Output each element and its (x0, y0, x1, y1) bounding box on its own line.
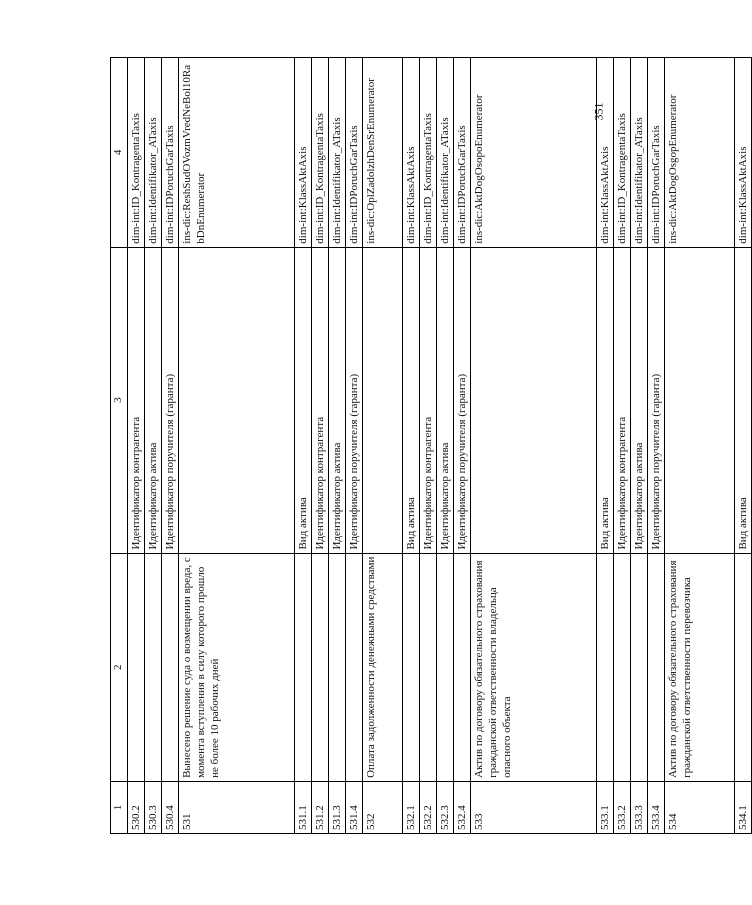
row-dimension-cell: dim-int:IDPoruchGarTaxis (454, 58, 471, 248)
row-description-cell (648, 553, 665, 781)
row-description-cell: Актив по договору обязательного страхования гражданской ответственности перевозчика (665, 553, 735, 781)
row-description-cell (312, 553, 329, 781)
row-description-cell (597, 553, 614, 781)
table-row (295, 58, 312, 834)
table-row (346, 58, 363, 834)
row-dimension-cell: dim-int:ID_KontragentaTaxis (312, 58, 329, 248)
data-table (110, 57, 752, 834)
row-description-cell (437, 553, 454, 781)
table-row (665, 58, 735, 834)
row-code-cell: 533.1 (597, 781, 614, 833)
row-description-cell (420, 553, 437, 781)
row-dimension-cell: ins-dic:ReshSudOVozmVredNeBol10RabDnEnumerator (179, 58, 295, 248)
row-code-cell: 534.1 (735, 781, 752, 833)
row-description-cell: Оплата задолженности денежными средствами (363, 553, 403, 781)
row-identifier-cell: Идентификатор актива (631, 247, 648, 553)
table-row (162, 58, 179, 834)
row-dimension-cell: dim-int:KlassAktAxis (295, 58, 312, 248)
row-code-cell: 531.3 (329, 781, 346, 833)
row-dimension-cell: dim-int:Identifikator_ATaxis (145, 58, 162, 248)
row-identifier-cell: Идентификатор контрагента (614, 247, 631, 553)
page-number: 351 (591, 102, 606, 121)
table-row (403, 58, 420, 834)
row-description-cell (454, 553, 471, 781)
row-identifier-cell: Идентификатор актива (329, 247, 346, 553)
row-identifier-cell (471, 247, 597, 553)
row-dimension-cell: dim-int:Identifikator_ATaxis (329, 58, 346, 248)
row-identifier-cell: Идентификатор поручителя (гаранта) (162, 247, 179, 553)
table-row (648, 58, 665, 834)
row-code-cell: 532.3 (437, 781, 454, 833)
row-description-cell: Актив по договору обязательного страхования гражданской ответственности владельца опасного объекта (471, 553, 597, 781)
table-row (437, 58, 454, 834)
column-header-2: 2 (111, 553, 128, 781)
row-code-cell: 530.4 (162, 781, 179, 833)
table-row (179, 58, 295, 834)
row-identifier-cell (179, 247, 295, 553)
row-identifier-cell (363, 247, 403, 553)
table-row (420, 58, 437, 834)
row-dimension-cell: dim-int:KlassAktAxis (597, 58, 614, 248)
row-identifier-cell: Идентификатор контрагента (420, 247, 437, 553)
row-code-cell: 531.1 (295, 781, 312, 833)
row-identifier-cell: Идентификатор поручителя (гаранта) (454, 247, 471, 553)
row-code-cell: 531.2 (312, 781, 329, 833)
row-description-cell (735, 553, 752, 781)
row-dimension-cell: dim-int:KlassAktAxis (735, 58, 752, 248)
row-identifier-cell: Идентификатор поручителя (гаранта) (648, 247, 665, 553)
row-identifier-cell: Идентификатор контрагента (128, 247, 145, 553)
row-description-cell (145, 553, 162, 781)
row-identifier-cell: Вид актива (735, 247, 752, 553)
row-identifier-cell: Идентификатор актива (437, 247, 454, 553)
row-dimension-cell: ins-dic:AktDogOsgopEnumerator (665, 58, 735, 248)
row-identifier-cell: Вид актива (295, 247, 312, 553)
column-header-3: 3 (111, 247, 128, 553)
row-description-cell (614, 553, 631, 781)
row-identifier-cell (665, 247, 735, 553)
row-dimension-cell: dim-int:Identifikator_ATaxis (631, 58, 648, 248)
table-row (312, 58, 329, 834)
table-row (454, 58, 471, 834)
row-code-cell: 532 (363, 781, 403, 833)
row-identifier-cell: Вид актива (597, 247, 614, 553)
column-header-1: 1 (111, 781, 128, 833)
row-identifier-cell: Вид актива (403, 247, 420, 553)
row-dimension-cell: dim-int:Identifikator_ATaxis (437, 58, 454, 248)
table-row (329, 58, 346, 834)
row-code-cell: 530.3 (145, 781, 162, 833)
row-description-cell (162, 553, 179, 781)
row-code-cell: 531.4 (346, 781, 363, 833)
row-code-cell: 532.1 (403, 781, 420, 833)
row-dimension-cell: dim-int:IDPoruchGarTaxis (162, 58, 179, 248)
table-row (735, 58, 752, 834)
row-dimension-cell: dim-int:ID_KontragentaTaxis (128, 58, 145, 248)
table-header-row (111, 58, 128, 834)
row-description-cell: Вынесено решение суда о возмещении вреда, с момента вступления в силу которого прошло не более 10 рабочих дней (179, 553, 295, 781)
row-dimension-cell: ins-dic:OplZadolzhDenSrEnumerator (363, 58, 403, 248)
row-dimension-cell: dim-int:ID_KontragentaTaxis (420, 58, 437, 248)
row-identifier-cell: Идентификатор поручителя (гаранта) (346, 247, 363, 553)
row-dimension-cell: dim-int:IDPoruchGarTaxis (346, 58, 363, 248)
row-code-cell: 534 (665, 781, 735, 833)
row-code-cell: 531 (179, 781, 295, 833)
column-header-4: 4 (111, 58, 128, 248)
table-row (471, 58, 597, 834)
table-row (363, 58, 403, 834)
table-row (597, 58, 614, 834)
row-identifier-cell: Идентификатор контрагента (312, 247, 329, 553)
table-row (145, 58, 162, 834)
row-dimension-cell: dim-int:IDPoruchGarTaxis (648, 58, 665, 248)
row-description-cell (329, 553, 346, 781)
row-identifier-cell: Идентификатор актива (145, 247, 162, 553)
table-row (631, 58, 648, 834)
table-row (128, 58, 145, 834)
row-dimension-cell: ins-dic:AktDogOsopoEnumerator (471, 58, 597, 248)
row-description-cell (403, 553, 420, 781)
row-code-cell: 533 (471, 781, 597, 833)
row-code-cell: 532.4 (454, 781, 471, 833)
row-description-cell (631, 553, 648, 781)
row-dimension-cell: dim-int:ID_KontragentaTaxis (614, 58, 631, 248)
table-row (614, 58, 631, 834)
row-dimension-cell: dim-int:KlassAktAxis (403, 58, 420, 248)
row-code-cell: 530.2 (128, 781, 145, 833)
row-code-cell: 533.4 (648, 781, 665, 833)
row-code-cell: 533.3 (631, 781, 648, 833)
row-code-cell: 533.2 (614, 781, 631, 833)
row-description-cell (295, 553, 312, 781)
row-code-cell: 532.2 (420, 781, 437, 833)
row-description-cell (128, 553, 145, 781)
row-description-cell (346, 553, 363, 781)
